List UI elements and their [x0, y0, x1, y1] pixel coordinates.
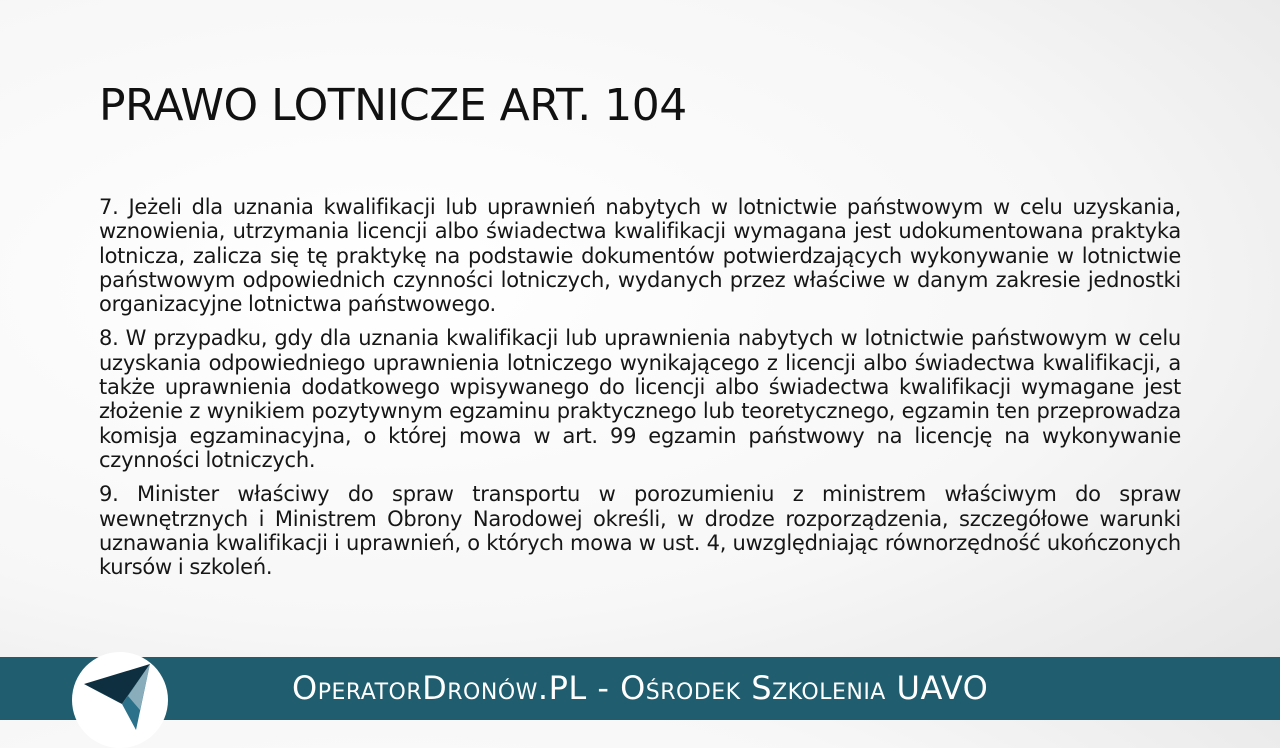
paragraph-8: 8. W przypadku, gdy dla uznania kwalifikacji lub uprawnienia nabytych w lotnictwie państwowym w celu uzyskania odpowiedniego uprawnienia lotniczego wynikającego z licencji albo świadectwa kwalifikacji, a także uprawnienia dodatkowego wpisywanego do licencji albo świadectwa kwalifikacji wymagane jest złożenie z wynikiem pozytywnym egzaminu praktycznego lub teoretycznego, egzamin ten przeprowadza komisja egzaminacyjna, o której mowa w art. 99 egzamin państwowy na licencję na wykonywanie czynności lotniczych. [99, 326, 1181, 472]
footer-title-text: OperatorDronów.PL - Ośrodek Szkolenia UAVO [292, 669, 989, 707]
paragraph-9: 9. Minister właściwy do spraw transportu w porozumieniu z ministrem właściwym do spraw wewnętrznych i Ministrem Obrony Narodowej określi, w drodze rozporządzenia, szczegółowe warunki uznawania kwalifikacji i uprawnień, o których mowa w ust. 4, uwzględniając równorzędność ukończonych kursów i szkoleń. [99, 482, 1181, 580]
slide-body [99, 195, 1181, 589]
footer-title [292, 668, 1192, 708]
paper-plane-drone-logo-icon [82, 658, 158, 734]
slide-title: PRAWO LOTNICZE ART. 104 [99, 80, 687, 131]
footer-logo [72, 652, 168, 748]
paragraph-7: 7. Jeżeli dla uznania kwalifikacji lub uprawnień nabytych w lotnictwie państwowym w celu uzyskania, wznowienia, utrzymania licencji albo świadectwa kwalifikacji wymagana jest udokumentowana praktyka lotnicza, zalicza się tę praktykę na podstawie dokumentów potwierdzających wykonywanie w lotnictwie państwowym odpowiednich czynności lotniczych, wydanych przez właściwe w danym zakresie jednostki organizacyjne lotnictwa państwowego. [99, 195, 1181, 317]
